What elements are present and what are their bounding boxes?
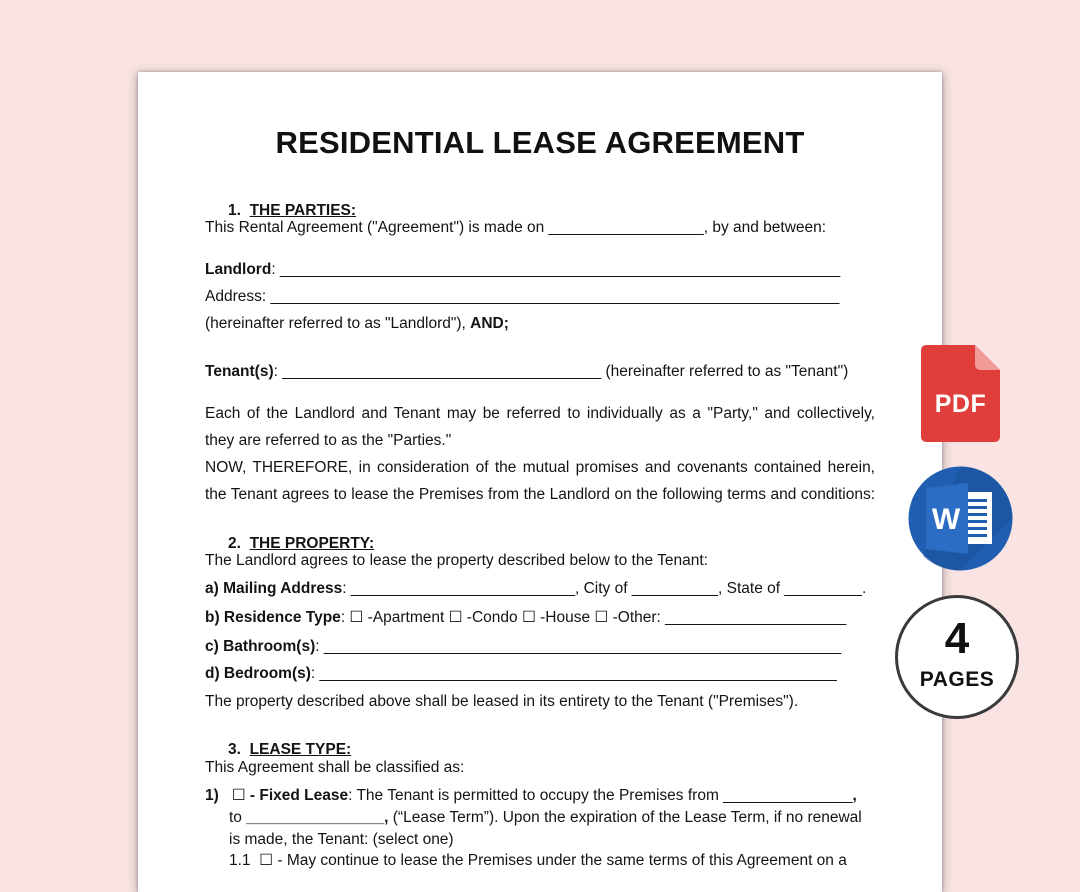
bathroom-label: c) Bathroom(s) [205, 638, 316, 655]
mailing-address-row [205, 580, 866, 598]
whereas-paragraph-line-1: NOW, THEREFORE, in consideration of the mutual promises and covenants contained herein, [205, 459, 875, 476]
property-intro: The Landlord agrees to lease the property described below to the Tenant: [205, 552, 708, 569]
tenant-blank: : _____________________________________ (hereinafter referred to as "Tenant") [273, 363, 849, 380]
address-row: Address: __________________________________________________________________ [205, 288, 840, 305]
word-letter: W [931, 503, 961, 536]
residence-type-row [205, 609, 846, 627]
landlord-blank: : _________________________________________________________________ [271, 261, 841, 278]
section-1-title: THE PARTIES: [249, 202, 357, 219]
property-closing: The property described above shall be leased in its entirety to the Tenant ("Premises"). [205, 693, 799, 710]
whereas-paragraph-line-2: the Tenant agrees to lease the Premises from the Landlord on the following terms and conditions: [205, 486, 875, 503]
page-count-label: PAGES [919, 668, 995, 691]
landlord-label: Landlord [205, 261, 272, 278]
word-icon [908, 466, 1013, 571]
bathroom-row [205, 638, 841, 656]
lease-type-intro: This Agreement shall be classified as: [205, 759, 465, 776]
section-3-number: 3. [228, 741, 241, 758]
bathroom-blank: : ____________________________________________________________ [315, 638, 842, 655]
lease-term-row [229, 809, 862, 827]
fixed-lease-label: Fixed Lease [259, 787, 349, 804]
renewal-row: is made, the Tenant: (select one) [229, 831, 454, 848]
bedroom-blank: : ____________________________________________________________ [310, 665, 837, 682]
bedroom-row [205, 665, 837, 683]
section-2-number: 2. [228, 535, 241, 552]
section-2-title: THE PROPERTY: [249, 535, 375, 552]
bedroom-label: d) Bedroom(s) [205, 665, 311, 682]
lease-end-blank: ________________, [246, 809, 389, 826]
section-1-number: 1. [228, 202, 241, 219]
lease-term-text: (“Lease Term”). Upon the expiration of the Lease Term, if no renewal [388, 809, 862, 826]
section-1-heading [228, 202, 356, 220]
residence-type-label: b) Residence Type [205, 609, 341, 626]
option-1-1-row: 1.1 ☐ - May continue to lease the Premises under the same terms of this Agreement on a [229, 852, 847, 869]
tenant-label: Tenant(s) [205, 363, 274, 380]
landlord-ref-text: (hereinafter referred to as "Landlord"), [205, 315, 471, 332]
page-count-number: 4 [944, 614, 970, 663]
to-prefix: to [229, 809, 247, 826]
pdf-format-badge [921, 345, 1000, 442]
section-2-heading [228, 535, 374, 553]
document-title: RESIDENTIAL LEASE AGREEMENT [275, 125, 805, 160]
pdf-label: PDF [934, 390, 987, 418]
parties-paragraph-line-1: Each of the Landlord and Tenant may be referred to individually as a "Party," and collectively, [205, 405, 875, 422]
fixed-lease-comma: , [852, 787, 857, 804]
section-3-heading [228, 741, 351, 759]
landlord-reference [205, 315, 509, 333]
and-text: AND; [470, 315, 509, 332]
residence-type-options: : ☐ -Apartment ☐ -Condo ☐ -House ☐ -Other: _____________________ [340, 609, 847, 626]
word-format-badge [908, 466, 1013, 571]
fixed-lease-checkbox: 1) ☐ - [205, 787, 260, 804]
mailing-address-label: a) Mailing Address [205, 580, 343, 597]
tenant-row [205, 363, 848, 381]
fixed-lease-text: : The Tenant is permitted to occupy the Premises from _______________ [348, 787, 853, 804]
fixed-lease-row [205, 787, 857, 805]
agreement-intro: This Rental Agreement ("Agreement") is made on __________________, by and between: [205, 219, 827, 236]
section-3-title: LEASE TYPE: [249, 741, 352, 758]
mailing-address-blank: : __________________________, City of __________, State of _________. [342, 580, 867, 597]
document-page [138, 72, 942, 892]
landlord-row [205, 261, 840, 279]
page-count-badge [895, 595, 1019, 719]
parties-paragraph-line-2: they are referred to as the "Parties." [205, 432, 452, 449]
